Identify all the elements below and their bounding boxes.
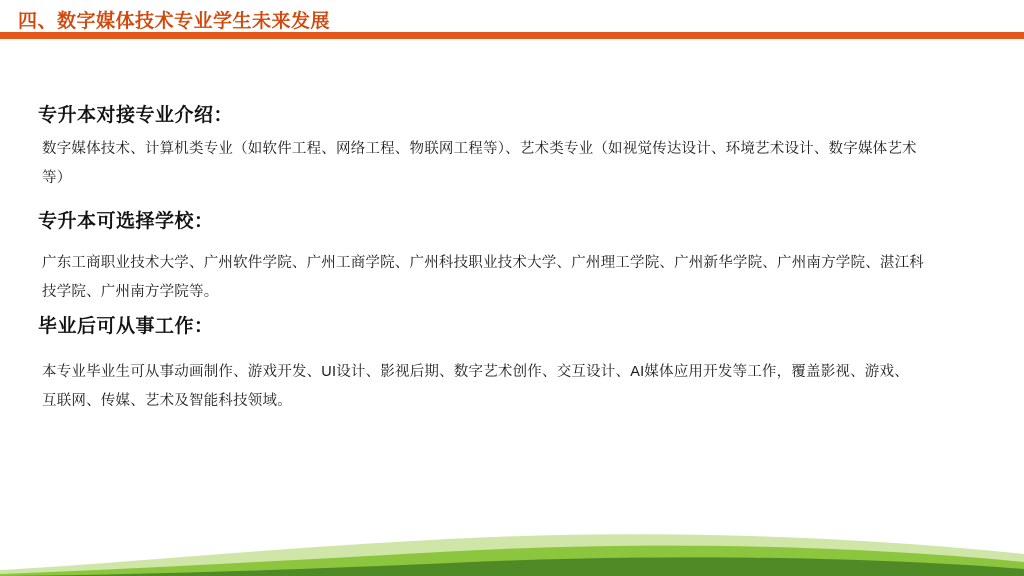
footer-swoosh-icon <box>0 524 1024 576</box>
section-careers <box>38 315 938 416</box>
section-body: 数字媒体技术、计算机类专业（如软件工程、网络工程、物联网工程等）、艺术类专业（如视觉传达设计、环境艺术设计、数字媒体艺术等） <box>42 140 917 186</box>
section-heading: 专升本可选择学校： <box>38 211 214 232</box>
section-heading: 专升本对接专业介绍： <box>38 105 234 126</box>
section-major-articulation <box>38 104 938 193</box>
section-schools <box>38 210 938 307</box>
section-body: 本专业毕业生可从事动画制作、游戏开发、UI设计、影视后期、数字艺术创作、交互设计、AI媒体应用开发等工作，覆盖影视、游戏、互联网、传媒、艺术及智能科技领域。 <box>42 363 909 409</box>
footer-decoration <box>0 524 1024 576</box>
section-body: 广东工商职业技术大学、广州软件学院、广州工商学院、广州科技职业技术大学、广州理工学院、广州新华学院、广州南方学院、湛江科技学院、广州南方学院等。 <box>42 254 924 300</box>
section-heading: 毕业后可从事工作： <box>38 316 214 337</box>
header-divider <box>0 32 1024 39</box>
page-title: 四、数字媒体技术专业学生未来发展 <box>18 11 331 32</box>
